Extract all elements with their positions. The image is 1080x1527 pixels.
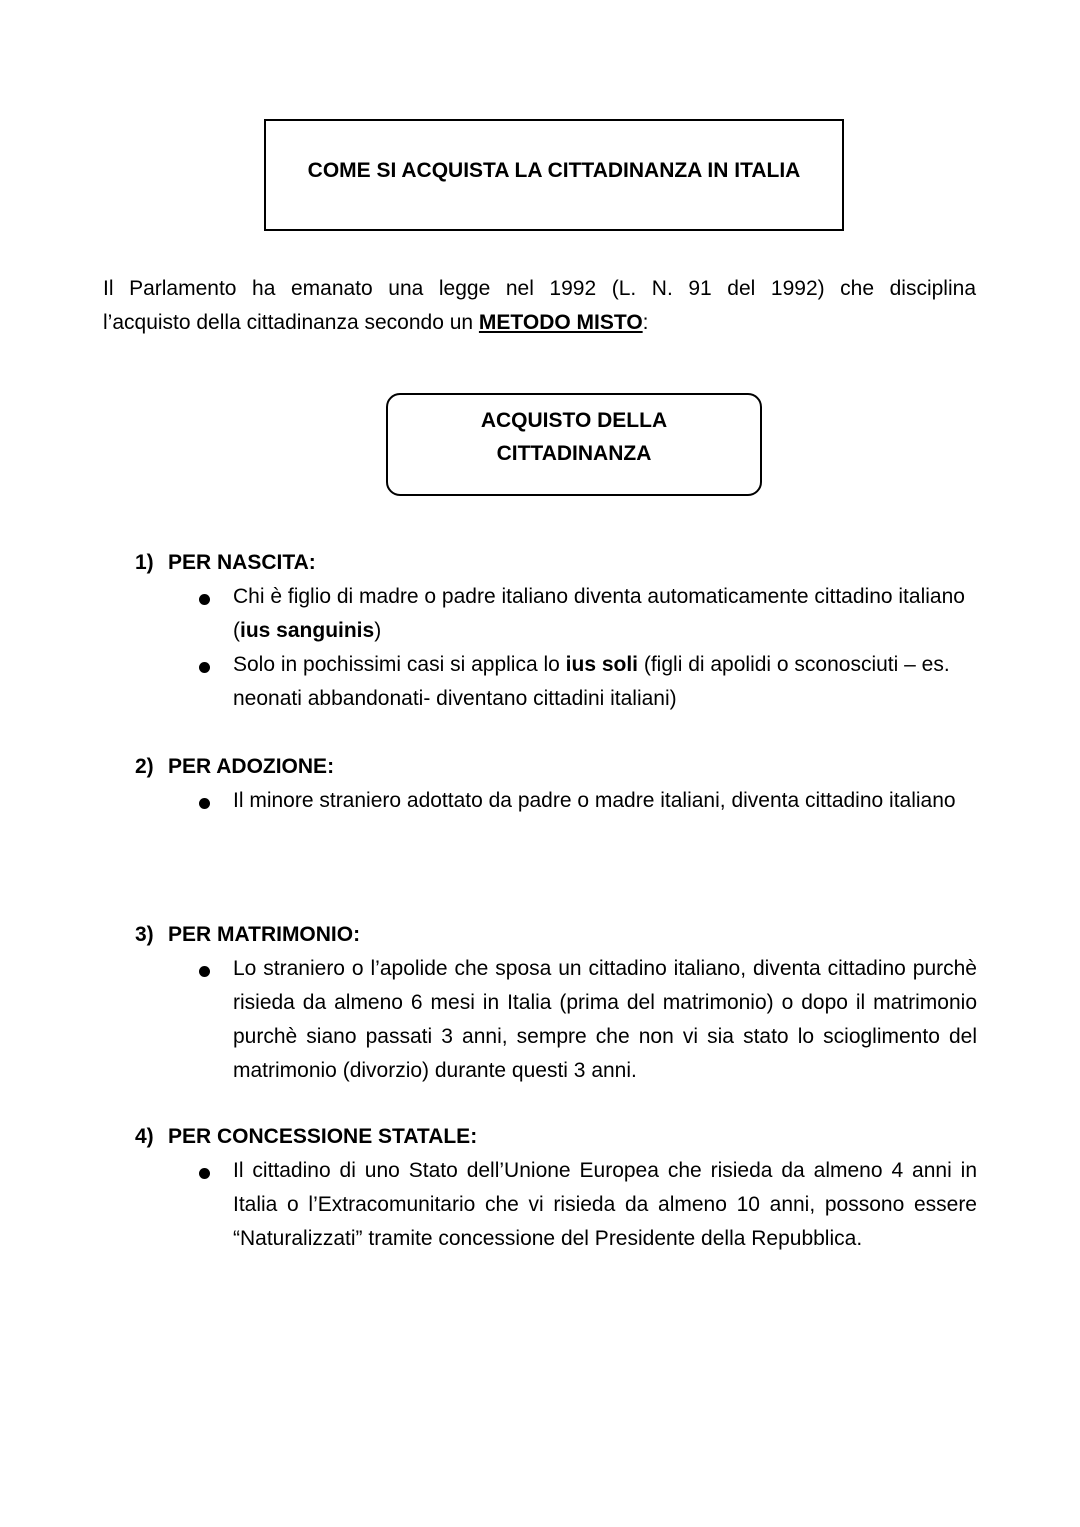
- bullet-icon: [199, 798, 210, 809]
- bullet-text-part: Chi è figlio di madre o padre italiano diventa automaticamente cittadino italiano (: [233, 585, 965, 642]
- bullet-text: Il cittadino di uno Stato dell’Unione Europea che risieda da almeno 4 anni in Italia o l’Extracomunitario che vi risieda da almeno 10 anni, possono essere “Naturalizzati” tramite concessione del Presidente della Repubblica.: [233, 1159, 977, 1250]
- ius-soli-bold: ius soli: [565, 653, 639, 676]
- section-number: 3): [135, 923, 154, 946]
- list-item: [135, 580, 977, 648]
- list-item: [135, 648, 977, 716]
- bullet-text: Il minore straniero adottato da padre o madre italiani, diventa cittadino italiano: [233, 789, 956, 812]
- ius-sanguinis-bold: ius sanguinis: [240, 619, 375, 642]
- intro-paragraph: [103, 272, 976, 340]
- section-matrimonio: [135, 918, 977, 1088]
- section-number: 4): [135, 1125, 154, 1148]
- list-item: [135, 784, 977, 818]
- section-heading: [135, 1120, 977, 1154]
- bullet-icon: [199, 1168, 210, 1179]
- section-number: 1): [135, 551, 154, 574]
- bullet-icon: [199, 594, 210, 605]
- section-heading: [135, 918, 977, 952]
- section-title: PER NASCITA:: [168, 551, 316, 574]
- intro-line-2-text: l’acquisto della cittadinanza secondo un: [103, 311, 479, 334]
- metodo-misto-emphasis: METODO MISTO: [478, 311, 643, 334]
- bullet-icon: [199, 662, 210, 673]
- section-heading: [135, 750, 977, 784]
- bullet-icon: [199, 966, 210, 977]
- section-number: 2): [135, 755, 154, 778]
- bullet-text-part: Solo in pochissimi casi si applica lo: [233, 653, 566, 676]
- bullet-text: [233, 580, 977, 648]
- title-box: [264, 119, 844, 231]
- intro-line-2: [103, 306, 976, 340]
- acquisition-box-line-2: CITTADINANZA: [496, 442, 652, 465]
- list-item: [135, 1154, 977, 1256]
- acquisition-box-line-1: ACQUISTO DELLA: [480, 409, 668, 432]
- intro-line-1: Il Parlamento ha emanato una legge nel 1992 (L. N. 91 del 1992) che disciplina: [103, 277, 976, 300]
- bullet-text: [233, 648, 977, 716]
- section-heading: [135, 546, 977, 580]
- section-nascita: [135, 546, 977, 716]
- section-title: PER MATRIMONIO:: [168, 923, 361, 946]
- section-adozione: [135, 750, 977, 818]
- bullet-text: Lo straniero o l’apolide che sposa un cittadino italiano, diventa cittadino purchè risieda da almeno 6 mesi in Italia (prima del matrimonio) o dopo il matrimonio purchè siano passati 3 anni, sempre che non vi sia stato lo scioglimento del matrimonio (divorzio) durante questi 3 anni.: [233, 957, 977, 1082]
- section-title: PER ADOZIONE:: [168, 755, 335, 778]
- section-title: PER CONCESSIONE STATALE:: [168, 1125, 478, 1148]
- list-item: [135, 952, 977, 1088]
- intro-line-2-colon: :: [642, 311, 649, 334]
- page-title: COME SI ACQUISTA LA CITTADINANZA IN ITALIA: [307, 159, 801, 182]
- acquisition-box: [386, 393, 762, 496]
- bullet-text-part: (figli di apolidi o sconosciuti – es. neonati abbandonati- diventano cittadini italiani): [233, 653, 950, 710]
- bullet-text-part: ): [374, 619, 382, 642]
- section-concessione-statale: [135, 1120, 977, 1256]
